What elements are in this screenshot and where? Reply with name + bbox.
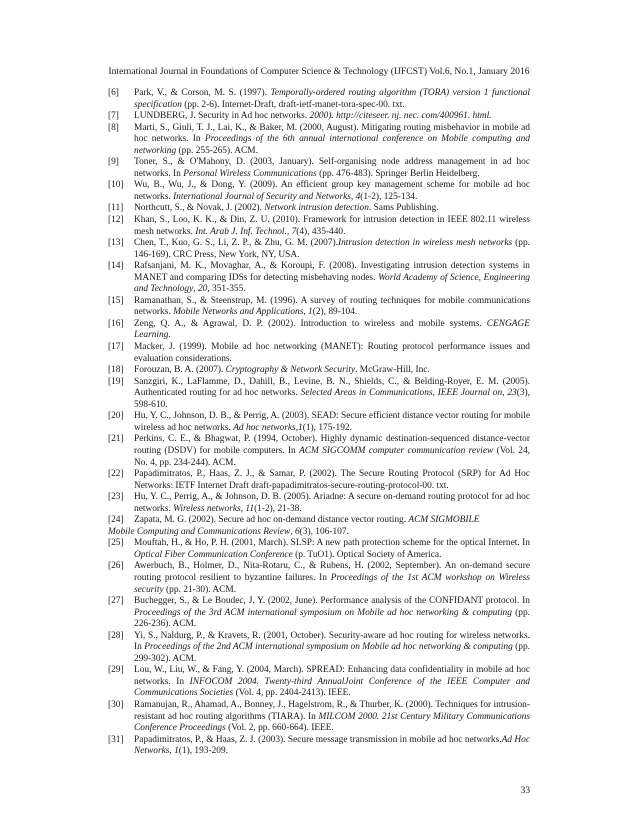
reference-text: Toner, S., & O'Mahony, D. (2003, January). Self-organising node address management in ad hoc networks. In (134, 157, 530, 179)
page-number: 33 (520, 786, 530, 796)
reference-number: [11] (108, 203, 124, 214)
reference-text: . Sams Publishing. (368, 203, 439, 214)
reference-text: Khan, S., Loo, K. K., & Din, Z. U. (2010). Framework for intrusion detection in IEEE 802.11 wireless mesh networks. (134, 215, 530, 237)
reference-number: [21] (108, 434, 124, 445)
reference-text: (pp. 146-169). CRC Press, New York, NY, USA. (134, 238, 531, 260)
reference-italic-text: MILCOM 2000. 21st Century Military Communications Conference Proceedings (134, 711, 530, 734)
reference-item (108, 215, 530, 238)
reference-text: Buchegger, S., & Le Boudec, J. Y. (2002, June). Performance analysis of the CONFIDANT protocol. In (134, 596, 530, 607)
reference-text: Hu, Y. C., Johnson, D. B., & Perrig, A. (2003). SEAD: Secure efficient distance vector routing for mobile wireless ad hoc networks. (134, 411, 530, 433)
reference-number: [22] (108, 469, 124, 480)
reference-item (108, 411, 530, 434)
reference-italic-text: 11 (245, 503, 255, 514)
reference-item (108, 665, 530, 700)
reference-text: (1-2), 21-38. (254, 503, 302, 514)
reference-text: , (350, 191, 356, 202)
reference-italic-text: Proceedings of the 6th annual international conference on Mobile computing and networking (134, 134, 530, 156)
reference-number: [7] (108, 111, 119, 122)
reference-italic-text: Network intrusion detection (264, 203, 369, 214)
reference-text: (Vol. 24, No. 4, pp. 234-244). ACM. (134, 445, 530, 468)
reference-italic-text: 4 (355, 191, 361, 202)
reference-text: Rafsanjani, M. K., Movaghar, A., & Koroupi, F. (2008). Investigating intrusion detection systems in MANET and comparing IDSs for detecting misbehaving nodes. (134, 261, 530, 283)
reference-number: [8] (108, 122, 119, 133)
reference-text: Chen, T., Kuo, G. S., Li, Z. P., & Zhu, G. M. (2007). (134, 238, 338, 249)
reference-text: Perkins, C. E., & Bhagwat, P. (1994, October). Highly dynamic destination-sequenced distance-vector routing (DSDV) for mobile computers. In (134, 434, 530, 456)
reference-text: Mouftah, H., & Ho, P. H. (2001, March). SLSP: A new path protection scheme for the optical Internet. In (134, 538, 530, 549)
reference-item (108, 527, 530, 539)
reference-item (108, 111, 530, 123)
reference-text: (1), 175-192. (302, 422, 352, 433)
reference-item (108, 203, 530, 215)
reference-italic-text: 7 (291, 226, 297, 237)
reference-number: [6] (108, 88, 119, 98)
reference-item (108, 631, 530, 666)
reference-text: (pp. 476-483). Springer Berlin Heidelberg. (316, 168, 480, 179)
reference-text: Hu, Y. C., Perrig, A., & Johnson, D. B. (2005). Ariadne: A secure on-demand routing protocol for ad hoc networks. (134, 492, 530, 514)
reference-italic-text: Intrusion detection in wireless mesh networks (337, 238, 513, 249)
reference-italic-text: Cryptography & Network Security (225, 365, 356, 376)
reference-item (108, 319, 530, 342)
reference-text: (Vol. 4, pp. 2404-2413). IEEE. (233, 688, 351, 699)
reference-italic-text: Mobile Networks and Applications (173, 307, 304, 318)
reference-italic-text: Wireless networks (173, 503, 241, 514)
reference-item (108, 261, 530, 296)
reference-italic-text: 1 (308, 307, 313, 318)
reference-italic-text: Ad Hoc Networks (134, 734, 530, 757)
reference-italic-text: Personal Wireless Communications (183, 168, 317, 179)
reference-italic-text: Selected Areas in Communications, IEEE Journal on (300, 388, 503, 399)
reference-text: . (168, 330, 171, 341)
reference-text: Park, V., & Corson, M. S. (1997). (134, 88, 271, 98)
reference-item (108, 157, 530, 180)
reference-text: (pp. 2-6). Internet-Draft, draft-ietf-manet-tora-spec-00. txt. (181, 99, 405, 110)
reference-text: , (169, 746, 175, 757)
reference-italic-text: Proceedings of the 1st ACM workshop on Wireless security (134, 572, 530, 595)
reference-italic-text: CENGAGE Learning (134, 318, 530, 341)
reference-item (108, 365, 530, 377)
reference-item (108, 296, 530, 319)
reference-italic-text: 6 (294, 526, 300, 537)
reference-text: Zapata, M. G. (2002). Secure ad hoc on-demand distance vector routing. (134, 515, 409, 526)
reference-text: , 351-355. (207, 284, 246, 295)
reference-item (108, 515, 530, 527)
reference-item (108, 596, 530, 631)
reference-text: Yi, S., Naldurg, P., & Kravets, R. (2001, October). Security-aware ad hoc routing for wireless networks. In (134, 630, 530, 653)
reference-number: [18] (108, 365, 124, 376)
reference-italic-text: Proceedings of the 2nd ACM international symposium on Mobile ad hoc networking & computing (144, 642, 513, 653)
reference-text: Zeng, Q. A., & Agrawal, D. P. (2002). Introduction to wireless and mobile systems. (134, 318, 487, 329)
reference-text: , (295, 422, 299, 433)
reference-italic-text: 1 (298, 422, 303, 433)
reference-number: [29] (108, 665, 124, 676)
reference-italic-text: Ad hoc networks (233, 422, 296, 433)
reference-number: [31] (108, 734, 124, 745)
reference-number: [9] (108, 157, 119, 168)
reference-item (108, 492, 530, 515)
reference-text: , (193, 284, 198, 295)
reference-item (108, 180, 530, 203)
reference-text: Ramanathan, S., & Steenstrup, M. (1996). A survey of routing techniques for mobile communications networks. (134, 295, 530, 318)
reference-text: Marti, S., Giuli, T. J., Lai, K., & Baker, M. (2000, August). Mitigating routing misbehavior in mobile ad hoc networks. In (134, 122, 530, 145)
reference-text: Macker, J. (1999). Mobile ad hoc networking (MANET): Routing protocol performance issues and evaluation considerations. (134, 342, 530, 364)
reference-text: Sanzgiri, K., LaFlamme, D., Dahill, B., Levine, B. N., Shields, C., & Belding-Royer, E. M. (2005). Authenticated routing for ad hoc networks. (134, 376, 530, 399)
reference-text: Awerbuch, B., Holmer, D., Nita-Rotaru, C., & Rubens, H. (2002, September). An on-demand secure routing protocol resilient to byzantine failures. In (134, 561, 530, 583)
reference-text: Forouzan, B. A. (2007). (134, 365, 226, 376)
reference-italic-text: ACM SIGCOMM computer communication review (299, 445, 494, 456)
journal-header: International Journal in Foundations of Computer Science & Technology (IJFCST) Vol.6, No.1, January 2016 (108, 66, 530, 77)
reference-number: [25] (108, 538, 124, 549)
reference-italic-text: 20 (197, 284, 208, 295)
reference-text: , (240, 503, 246, 514)
reference-item (108, 342, 530, 365)
reference-item (108, 538, 530, 561)
reference-item (108, 377, 530, 412)
reference-text: (pp. 299-302). ACM. (134, 642, 530, 664)
reference-text: LUNDBERG, J. Security in Ad hoc networks. (134, 111, 310, 122)
reference-text: , (290, 526, 295, 537)
reference-text: , (502, 388, 508, 399)
reference-italic-text: Temporally-ordered routing algorithm (TORA) version 1 functional specification (134, 88, 530, 110)
reference-italic-text: 1 (174, 746, 179, 757)
reference-text: , (286, 226, 292, 237)
reference-number: [14] (108, 261, 124, 272)
reference-item (108, 88, 530, 111)
reference-text: (4), 435-440. (296, 226, 346, 237)
reference-italic-text: Optical Fiber Communication Conference (134, 549, 293, 560)
reference-text: , (303, 307, 309, 318)
reference-item (108, 123, 530, 158)
reference-italic-text: Mobile Computing and Communications Review (108, 526, 291, 537)
reference-text: (1), 193-209. (178, 746, 229, 757)
reference-number: [12] (108, 215, 124, 226)
reference-number: [17] (108, 342, 124, 353)
reference-item (108, 469, 530, 492)
reference-number: [26] (108, 561, 124, 572)
reference-text: (2), 89-104. (312, 307, 358, 318)
reference-italic-text: International Journal of Security and Networks (173, 191, 351, 202)
reference-text: Wu, B., Wu, J., & Dong, Y. (2009). An efficient group key management scheme for mobile ad hoc networks. (134, 180, 530, 202)
reference-text: (Vol. 2, pp. 660-664). IEEE. (225, 723, 334, 734)
reference-number: [20] (108, 411, 124, 422)
reference-italic-text: 23 (507, 388, 517, 399)
reference-text: (1-2), 125-134. (360, 191, 418, 202)
reference-text: Lou, W., Liu, W., & Fang, Y. (2004, March). SPREAD: Enhancing data confidentiality in mobile ad hoc networks. In (134, 665, 530, 687)
reference-italic-text: Proceedings of the 3rd ACM international symposium on Mobile ad hoc networking & computing (134, 607, 512, 618)
reference-item (108, 561, 530, 596)
reference-list (108, 88, 530, 758)
reference-italic-text: ACM SIGMOBILE (408, 515, 480, 526)
reference-number: [27] (108, 596, 124, 607)
reference-item (108, 700, 530, 735)
reference-text: Northcutt, S., & Novak, J. (2002). (134, 203, 265, 214)
reference-number: [24] (108, 515, 124, 526)
reference-item (108, 238, 530, 261)
reference-text: (pp. 226-236). ACM. (134, 607, 530, 630)
reference-number: [30] (108, 699, 124, 710)
reference-number: [28] (108, 630, 124, 641)
reference-number: [15] (108, 295, 124, 306)
reference-text: (p. TuO1). Optical Society of America. (292, 549, 442, 560)
reference-text: (3), 106-107. (299, 526, 349, 537)
reference-number: [13] (108, 238, 124, 249)
reference-text: Ramanujan, R., Ahamad, A., Bonney, J., Hagelstrom, R., & Thurber, K. (2000). Techniques for intrusion-resistant ad hoc routing algorithms (TIARA). In (134, 699, 530, 722)
reference-number: [16] (108, 318, 124, 329)
reference-item (108, 735, 530, 758)
reference-number: [19] (108, 376, 124, 387)
reference-italic-text: 2000). http://citeseer. nj. nec. com/400961. html. (309, 111, 492, 122)
reference-italic-text: Int. Arab J. Inf. Technol. (195, 226, 287, 237)
reference-item (108, 434, 530, 469)
reference-italic-text: World Academy of Science, Engineering and Technology (134, 272, 530, 295)
reference-italic-text: INFOCOM 2004. Twenty-third AnnualJoint Conference of the IEEE Computer and Communications Societies (134, 676, 530, 699)
reference-text: Papadimitratos, P., Haas, Z. J., & Samar, P. (2002). The Secure Routing Protocol (SRP) for Ad Hoc Networks: IETF Internet Draft draft-papadimitratos-secure-routing-protocol-00. txt. (134, 469, 530, 491)
reference-text: (pp. 21-30). ACM. (163, 584, 237, 595)
reference-text: (3), 598-610. (134, 388, 531, 410)
reference-text: Papadimitratos, P., & Haas, Z. J. (2003). Secure message transmission in mobile ad hoc networks. (134, 734, 502, 745)
reference-number: [10] (108, 180, 124, 191)
reference-text: . McGraw-Hill, Inc. (355, 365, 430, 376)
reference-text: (pp. 255-265). ACM. (176, 145, 258, 156)
reference-number: [23] (108, 492, 124, 503)
